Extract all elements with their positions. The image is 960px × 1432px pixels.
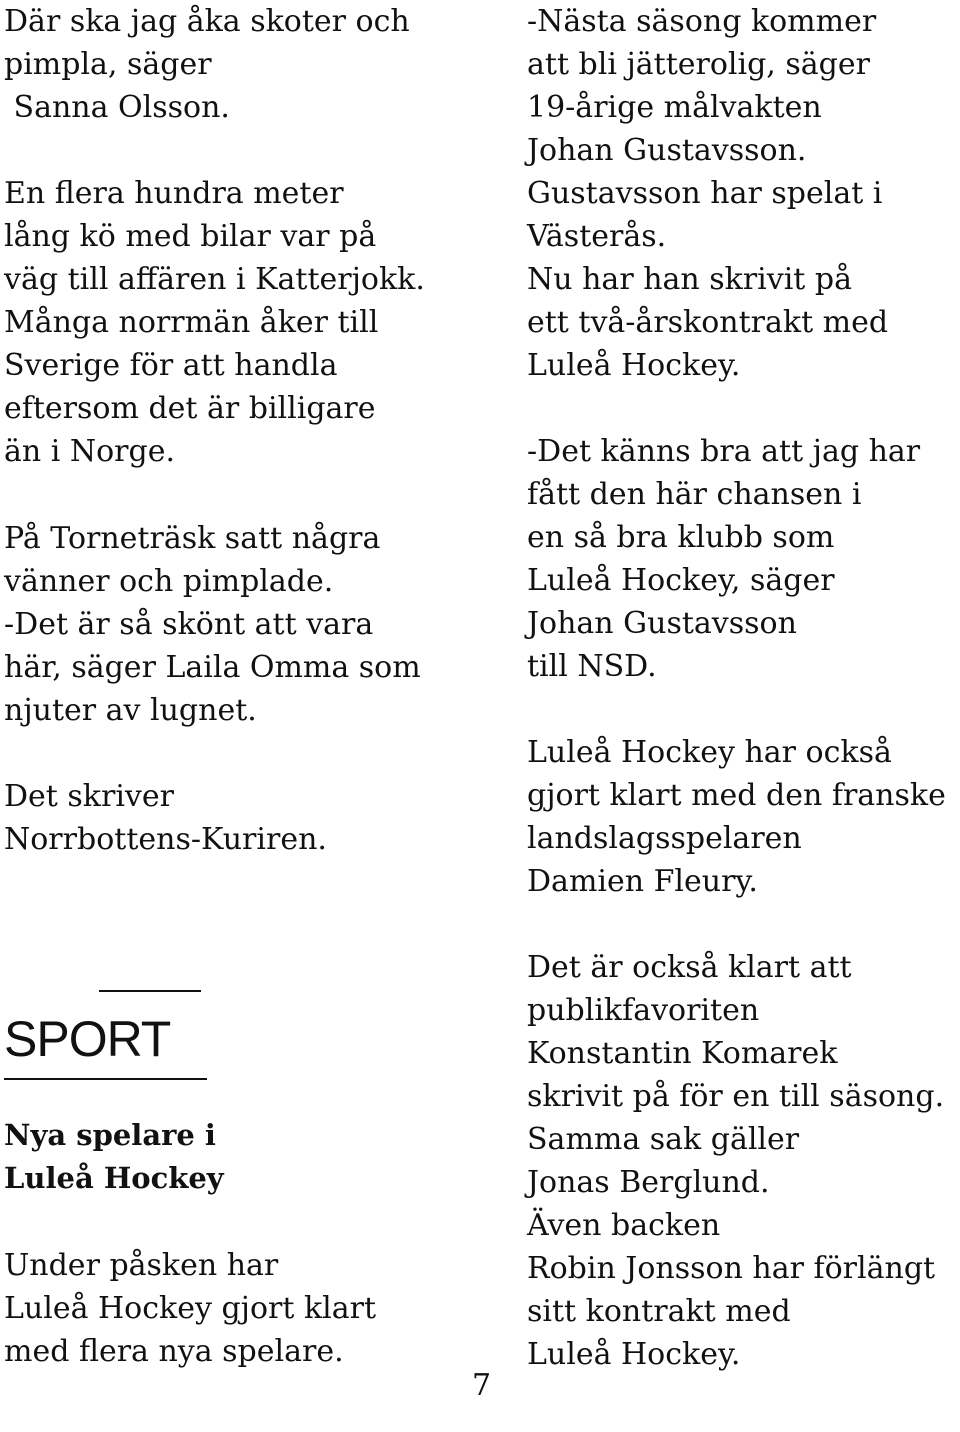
text-line: sitt kontrakt med [527,1294,791,1329]
text-line: landslagsspelaren [527,821,802,856]
text-line: Nu har han skrivit på [527,262,852,297]
text-line: Det är också klart att [527,950,852,985]
section-rule-top [99,990,201,992]
text-line: publikfavoriten [527,993,760,1028]
text-line: eftersom det är billigare [4,391,376,426]
text-line: vänner och pimplade. [4,564,334,599]
text-line: Luleå Hockey gjort klart [4,1291,377,1326]
text-line: Luleå Hockey. [527,1337,741,1372]
text-line: skrivit på för en till säsong. [527,1079,945,1114]
text-line: Även backen [527,1208,721,1243]
text-line: 19-årige målvakten [527,90,822,125]
text-line: ett två-årskontrakt med [527,305,889,340]
text-line: Damien Fleury. [527,864,758,899]
section-label: SPORT [4,1011,171,1067]
text-line: fått den här chansen i [527,477,862,512]
text-line: -Nästa säsong kommer [527,4,877,39]
text-line: med flera nya spelare. [4,1334,344,1369]
text-line: Jonas Berglund. [527,1165,770,1200]
text-line: Gustavsson har spelat i [527,176,883,211]
text-line: än i Norge. [4,434,176,469]
text-line: Många norrmän åker till [4,305,379,340]
text-line: Luleå Hockey. [527,348,741,383]
text-line: Robin Jonsson har förlängt [527,1251,936,1286]
text-line: Under påsken har [4,1248,279,1283]
text-line: en så bra klubb som [527,520,835,555]
text-line: att bli jätterolig, säger [527,47,870,82]
text-line: -Det känns bra att jag har [527,434,921,469]
text-line: pimpla, säger [4,47,212,82]
text-line: En flera hundra meter [4,176,344,211]
text-line: gjort klart med den franske [527,778,946,813]
text-line: väg till affären i Katterjokk. [4,262,425,297]
text-line: Luleå Hockey, säger [527,563,835,598]
headline-line: Luleå Hockey [4,1161,224,1195]
text-line: Det skriver [4,779,174,814]
text-line: till NSD. [527,649,657,684]
headline-line: Nya spelare i [4,1118,216,1152]
text-line: Luleå Hockey har också [527,735,892,770]
text-line: Johan Gustavsson. [527,133,807,168]
text-line: här, säger Laila Omma som [4,650,421,685]
text-line: Konstantin Komarek [527,1036,838,1071]
text-line: Sverige för att handla [4,348,338,383]
text-line: lång kö med bilar var på [4,219,377,254]
text-line: Johan Gustavsson [527,606,797,641]
page-number: 7 [472,1368,492,1403]
text-line: Norrbottens-Kuriren. [4,822,327,857]
text-line: -Det är så skönt att vara [4,607,374,642]
text-line: njuter av lugnet. [4,693,257,728]
section-rule-bottom [4,1078,207,1080]
text-line: Sanna Olsson. [4,90,230,125]
text-line: På Torneträsk satt några [4,521,381,556]
text-line: Västerås. [527,219,667,254]
text-line: Samma sak gäller [527,1122,800,1157]
text-line: Där ska jag åka skoter och [4,4,410,39]
